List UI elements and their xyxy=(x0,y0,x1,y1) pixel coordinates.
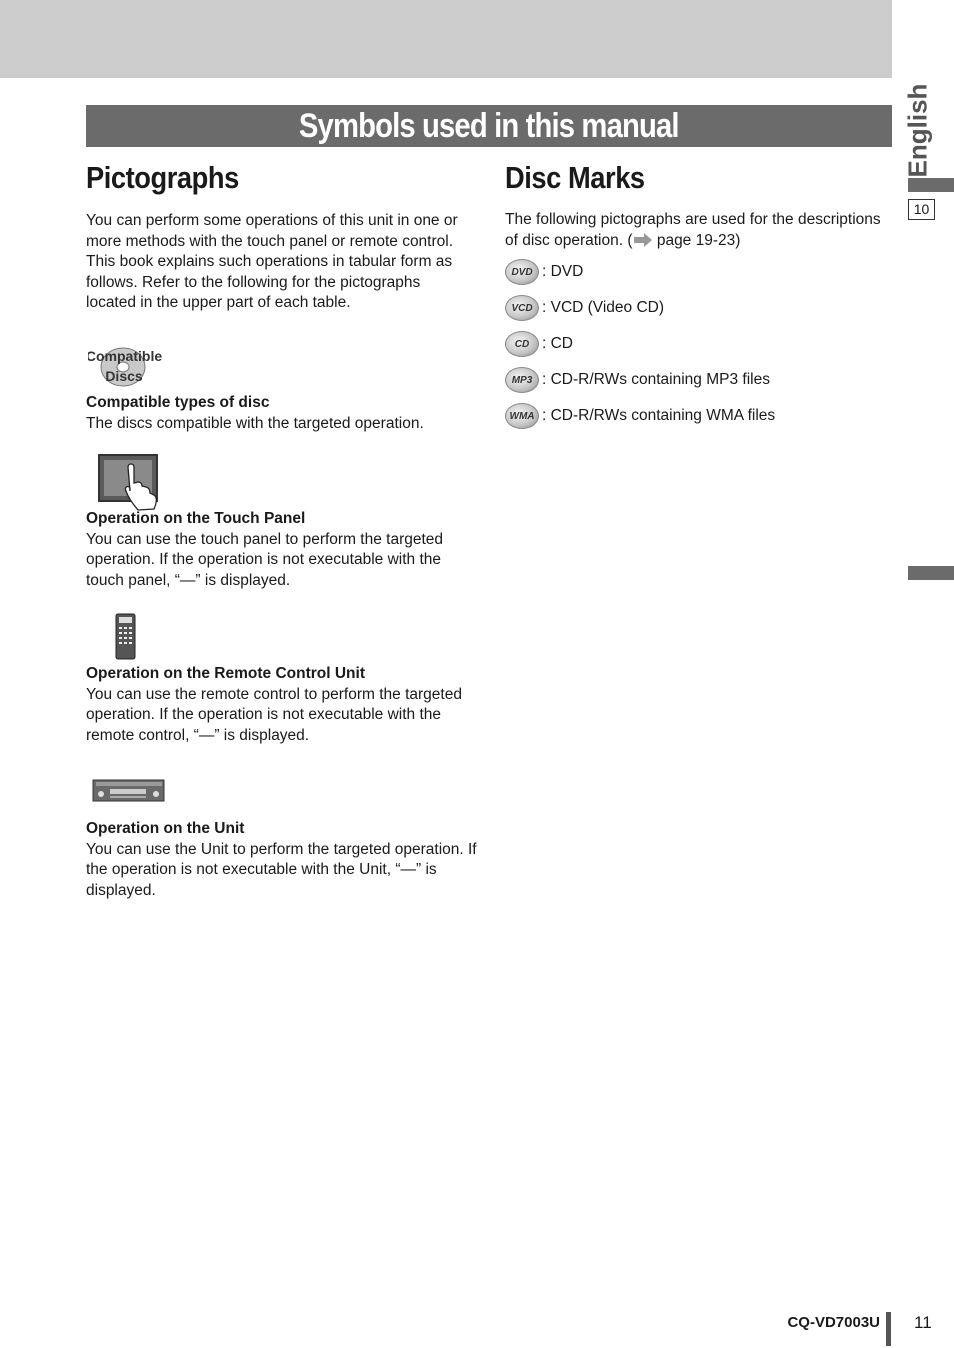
pictographs-heading: Pictographs xyxy=(86,160,239,195)
disc-mark-label: : CD xyxy=(542,335,573,352)
mp3-disc-icon: MP3 xyxy=(505,367,539,393)
item-text: You can use the remote control to perform the targeted operation. If the operation is not executable with the remote control, “—” is displayed. xyxy=(86,685,462,744)
dvd-disc-icon: DVD xyxy=(505,259,539,285)
disc-mark-vcd xyxy=(505,295,664,321)
item-text: The discs compatible with the targeted operation. xyxy=(86,414,424,432)
header-band xyxy=(0,0,892,78)
disc-marks-intro xyxy=(505,210,883,253)
disc-mark-label: : DVD xyxy=(542,263,584,280)
arrow-right-icon xyxy=(633,233,653,254)
disc-mark-mp3 xyxy=(505,367,770,393)
disc-mark-label: : CD-R/RWs containing WMA files xyxy=(542,407,776,424)
language-label: English xyxy=(902,83,933,177)
item-unit xyxy=(86,819,478,901)
item-title: Operation on the Touch Panel xyxy=(86,510,306,527)
disc-mark-dvd xyxy=(505,259,583,285)
item-text: You can use the touch panel to perform the targeted operation. If the operation is not executable with the touch panel, “—” is displayed. xyxy=(86,530,444,589)
disc-mark-wma xyxy=(505,403,775,429)
compatible-discs-icon xyxy=(88,340,168,390)
item-compatible-discs xyxy=(86,393,474,434)
disc-marks-heading: Disc Marks xyxy=(505,160,645,195)
side-tab-marker xyxy=(908,178,954,192)
footer-divider xyxy=(886,1312,891,1346)
page-title: Symbols used in this manual xyxy=(86,105,892,147)
language-tab xyxy=(900,83,936,177)
item-remote-control xyxy=(86,664,474,746)
chapter-number: 10 xyxy=(908,199,935,220)
intro-text: The following pictographs are used for the descriptions of disc operation. ( xyxy=(505,211,881,249)
pictographs-intro: You can perform some operations of this unit in one or more methods with the touch panel or remote control. This book explains such operations in tabular form as follows. Refer to the following for the pictographs located in the upper part of each table. xyxy=(86,212,458,311)
compatible-icon-text-bottom: Discs xyxy=(105,368,143,384)
compatible-icon-text-top: Compatible xyxy=(88,348,163,364)
vcd-disc-icon: VCD xyxy=(505,295,539,321)
page-reference: page 19-23) xyxy=(652,231,741,249)
touch-panel-icon xyxy=(98,453,162,511)
item-text: You can use the Unit to perform the targeted operation. If the operation is not executable with the Unit, “—” is displayed. xyxy=(86,840,477,899)
side-tab-marker-lower xyxy=(908,566,954,580)
item-title: Compatible types of disc xyxy=(86,394,270,411)
head-unit-icon xyxy=(92,779,166,803)
remote-control-icon xyxy=(114,613,138,661)
disc-mark-label: : VCD (Video CD) xyxy=(542,299,665,316)
cd-disc-icon: CD xyxy=(505,331,539,357)
item-title: Operation on the Remote Control Unit xyxy=(86,665,365,682)
disc-mark-label: : CD-R/RWs containing MP3 files xyxy=(542,371,770,388)
disc-mark-cd xyxy=(505,331,573,357)
page-number: 11 xyxy=(914,1313,932,1332)
model-number: CQ-VD7003U xyxy=(787,1314,880,1331)
item-title: Operation on the Unit xyxy=(86,820,245,837)
wma-disc-icon: WMA xyxy=(505,403,539,429)
item-touch-panel xyxy=(86,509,474,591)
